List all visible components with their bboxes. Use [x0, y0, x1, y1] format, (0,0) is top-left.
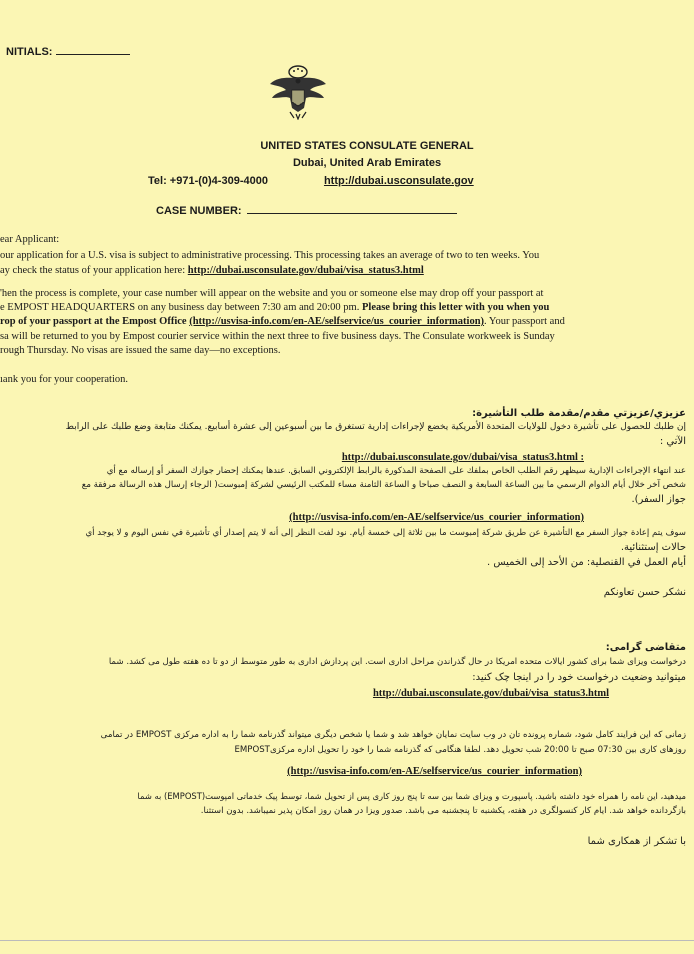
arabic-thanks: نشكر حسن تعاونكم	[603, 587, 686, 598]
consulate-location: Dubai, United Arab Emirates	[292, 157, 442, 169]
arabic-p3-line1: سوف يتم إعادة جواز السفر مع التأشيرة عن طريق شركة إمبوست ما بين ثلاثة إلى خمسة أيام. نود لفت النظر إلى أنه لا يتم إصدار أي تأشيرة في نفس اليوم و لا يوجد أي	[85, 528, 686, 538]
persian-courier-link[interactable]: (http://usvisa-info.com/en-AE/selfservice/us_courier_information)	[287, 766, 582, 777]
case-number-line	[247, 213, 457, 214]
english-p2-line3	[0, 314, 690, 329]
arabic-courier-link[interactable]: (http://usvisa-info.com/en-AE/selfservice/us_courier_information)	[289, 512, 584, 523]
english-p2-line5: rough Thursday. No visas are issued the same day—no exceptions.	[0, 345, 281, 356]
arabic-p2-line1: عند انتهاء الإجراءات الإدارية سيظهر رقم الطلب الخاص بملفك على الصفحة المذكورة بالرابط الإلكتروني السابق. عندها يمكنك إحضار جوازك السفر أو إرساله مع أي	[106, 466, 686, 476]
persian-p2-line2: روزهای کاری بین 07:30 صبح تا 20:00 شب تحویل دهد. لطفا هنگامی که گذرنامه شما را خود را تحویل اداره مرکزیEMPOST	[234, 745, 686, 755]
english-thanks: ıank you for your cooperation.	[0, 374, 129, 385]
persian-p3-line2: بازگردانده خواهد شد. ایام کار کنسولگری در هفته، یکشنبه تا پنجشنبه می باشد. صدور ویزا در همان روز امکان پذیر نمیباشد. بدون استثنا.	[200, 806, 686, 816]
contact-line	[148, 175, 474, 187]
english-p2-line2-bold: Please bring this letter with you when you	[361, 302, 550, 313]
english-p2-line3-suffix: . Your passport and	[484, 316, 565, 327]
arabic-greeting: عزيزي/عزيزتي مقدم/مقدمة طلب التأشيرة:	[472, 408, 686, 419]
persian-p3-line1: میدهید، این نامه را همراه خود داشته باشید. پاسپورت و ویزای شما بین سه تا پنج روز کاری پس از تحویل شما، توسط پیک خدماتی امپوست(EMPOST) به شما	[137, 791, 686, 801]
english-greeting: ear Applicant:	[0, 234, 60, 245]
english-p1-line2	[0, 263, 690, 278]
persian-greeting: متقاضی گرامی:	[605, 642, 686, 653]
visa-status-link[interactable]: http://dubai.usconsulate.gov/dubai/visa_status3.html	[187, 265, 424, 276]
initials-line	[56, 54, 130, 55]
initials-label: NITIALS:	[6, 46, 53, 58]
website-link[interactable]: http://dubai.usconsulate.gov	[323, 175, 474, 187]
persian-p2-line1: زمانی که این فرایند کامل شود، شماره پرونده تان در وب سایت نمایان خواهد شد و شما یا شخص دیگری میتواند گذرنامه شما را به اداره مرکزی EMPOST در تمامی	[100, 730, 686, 740]
initials-field	[6, 46, 130, 58]
english-p2-line3-bold: rop of your passport at the Empost Office	[0, 316, 187, 327]
eagle-seal-icon	[268, 64, 328, 120]
persian-p1-line2: میتوانید وضعیت درخواست خود را در اینجا چک کنید:	[472, 672, 686, 683]
persian-p1-line1: درخواست ویزای شما برای کشور ایالات متحده امریکا در حال گذراندن مراحل اداری است. این پردازش اداری به طور متوسط از دو تا ده هفته طول می کشد. شما	[108, 657, 686, 667]
english-p2-line2	[0, 300, 690, 315]
english-p2-line1: 'hen the process is complete, your case number will appear on the website and you or someone else may drop off your passport at	[0, 288, 544, 299]
english-p1-line2-text: ay check the status of your application here:	[0, 265, 188, 276]
arabic-visa-status-link[interactable]: http://dubai.usconsulate.gov/dubai/visa_status3.html :	[341, 452, 584, 463]
english-p2-line4: sa will be returned to you by Empost courier service within the next three to five business days. The Consulate workweek is Sunday	[0, 331, 555, 342]
courier-info-link[interactable]: (http://usvisa-info.com/en-AE/selfservice/us_courier_information)	[189, 316, 485, 327]
page-bottom-edge	[0, 940, 694, 941]
arabic-p1-line1: إن طلبك للحصول على تأشيرة دخول للولايات المتحدة الأمريكية يخضع لإجراءات إدارية تستغرق ما بين أسبوعين إلى عشرة أسابيع. يمكنك متابعة وضع طلبك على الرابط	[65, 422, 686, 432]
arabic-p2-line2: شخص آخر خلال أيام الدوام الرسمي ما بين الساعة السابعة و النصف صباحا و الساعة الثامنة مساء للمكتب الرئيسي لشركة إمبوست( الرجاء إرسال هذه الرسالة مرفقة مع	[81, 480, 686, 490]
persian-visa-status-link[interactable]: http://dubai.usconsulate.gov/dubai/visa_status3.html	[372, 688, 609, 699]
arabic-p3-line2: حالات إستثنائية.	[620, 542, 686, 553]
english-p2-line2-text: e EMPOST HEADQUARTERS on any business day between 7:30 am and 20:00 pm.	[0, 302, 362, 313]
persian-thanks: با تشکر از همکاری شما	[587, 836, 686, 847]
arabic-p3-line3: أيام العمل في القنصلية: من الأحد إلى الخميس .	[486, 557, 686, 568]
case-number-field	[156, 205, 457, 217]
english-p1-line1: our application for a U.S. visa is subject to administrative processing. This processing takes an average of two to ten weeks. You	[0, 250, 540, 261]
consulate-name: UNITED STATES CONSULATE GENERAL	[260, 140, 474, 152]
arabic-p1-line2: الآتي :	[659, 436, 686, 447]
case-number-label: CASE NUMBER:	[156, 205, 242, 217]
arabic-p2-line3: جواز السفر).	[631, 494, 686, 505]
telephone: Tel: +971-(0)4-309-4000	[148, 175, 268, 187]
